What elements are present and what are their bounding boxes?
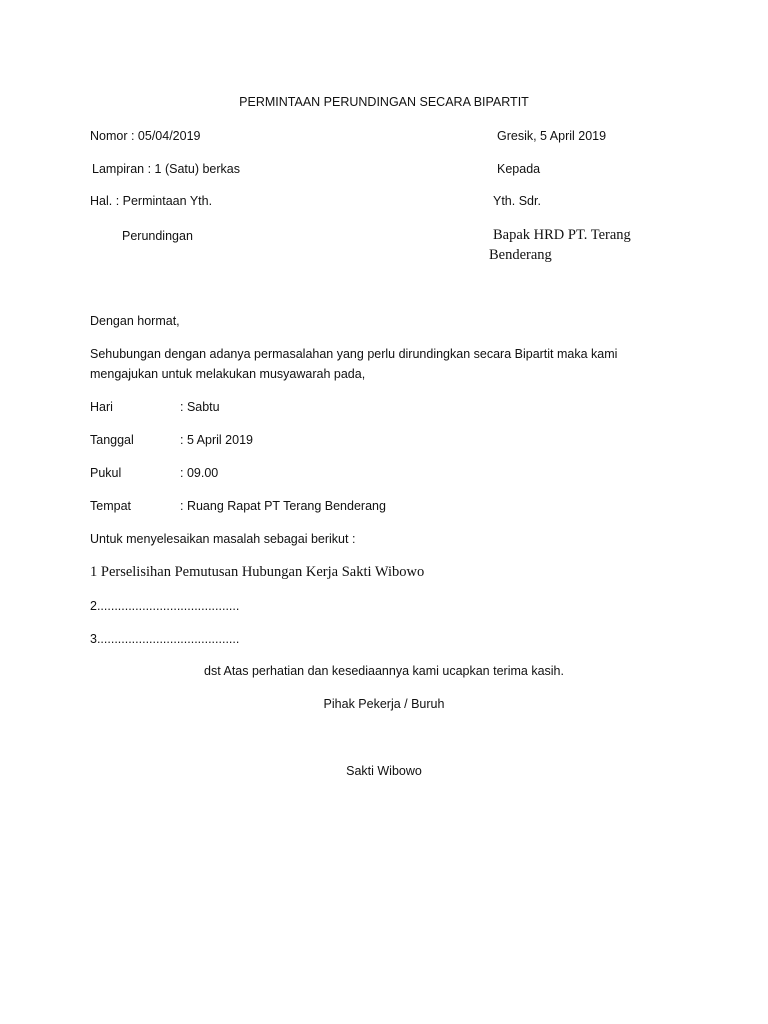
- schedule-label-time: Pukul: [90, 466, 122, 480]
- schedule-value-place: : Ruang Rapat PT Terang Benderang: [180, 499, 386, 513]
- issue-item-2: 2.........................................: [90, 599, 240, 613]
- kepada-label: Kepada: [497, 162, 541, 176]
- place-date: Gresik, 5 April 2019: [497, 129, 607, 143]
- schedule-label-date: Tanggal: [90, 433, 134, 447]
- subject-line: Hal. : Permintaan Yth.: [90, 194, 213, 208]
- attachment-line: Lampiran : 1 (Satu) berkas: [92, 162, 240, 176]
- body-line-2: mengajukan untuk melakukan musyawarah pada,: [90, 367, 366, 381]
- yth-label: Yth. Sdr.: [493, 194, 541, 208]
- closing-remark: dst Atas perhatian dan kesediaannya kami ucapkan terima kasih.: [204, 664, 564, 678]
- schedule-value-day: : Sabtu: [180, 400, 220, 414]
- salutation: Dengan hormat,: [90, 314, 180, 328]
- issue-item-3: 3.........................................: [90, 632, 240, 646]
- subject-continuation: Perundingan: [122, 229, 193, 243]
- schedule-label-day: Hari: [90, 400, 113, 414]
- issues-intro: Untuk menyelesaikan masalah sebagai berikut :: [90, 532, 356, 546]
- issue-item-1: 1 Perselisihan Pemutusan Hubungan Kerja Sakti Wibowo: [90, 564, 425, 580]
- recipient-line-1: Bapak HRD PT. Terang: [493, 227, 631, 243]
- schedule-value-date: : 5 April 2019: [180, 433, 253, 447]
- recipient-line-2: Benderang: [489, 247, 552, 263]
- body-line-1: Sehubungan dengan adanya permasalahan yang perlu dirundingkan secara Bipartit maka kami: [90, 347, 618, 361]
- letter-title: PERMINTAAN PERUNDINGAN SECARA BIPARTIT: [239, 95, 529, 109]
- schedule-value-time: : 09.00: [180, 466, 219, 480]
- signatory-role: Pihak Pekerja / Buruh: [323, 697, 445, 711]
- signatory-name: Sakti Wibowo: [346, 764, 422, 778]
- schedule-label-place: Tempat: [90, 499, 131, 513]
- letter-number: Nomor : 05/04/2019: [90, 129, 201, 143]
